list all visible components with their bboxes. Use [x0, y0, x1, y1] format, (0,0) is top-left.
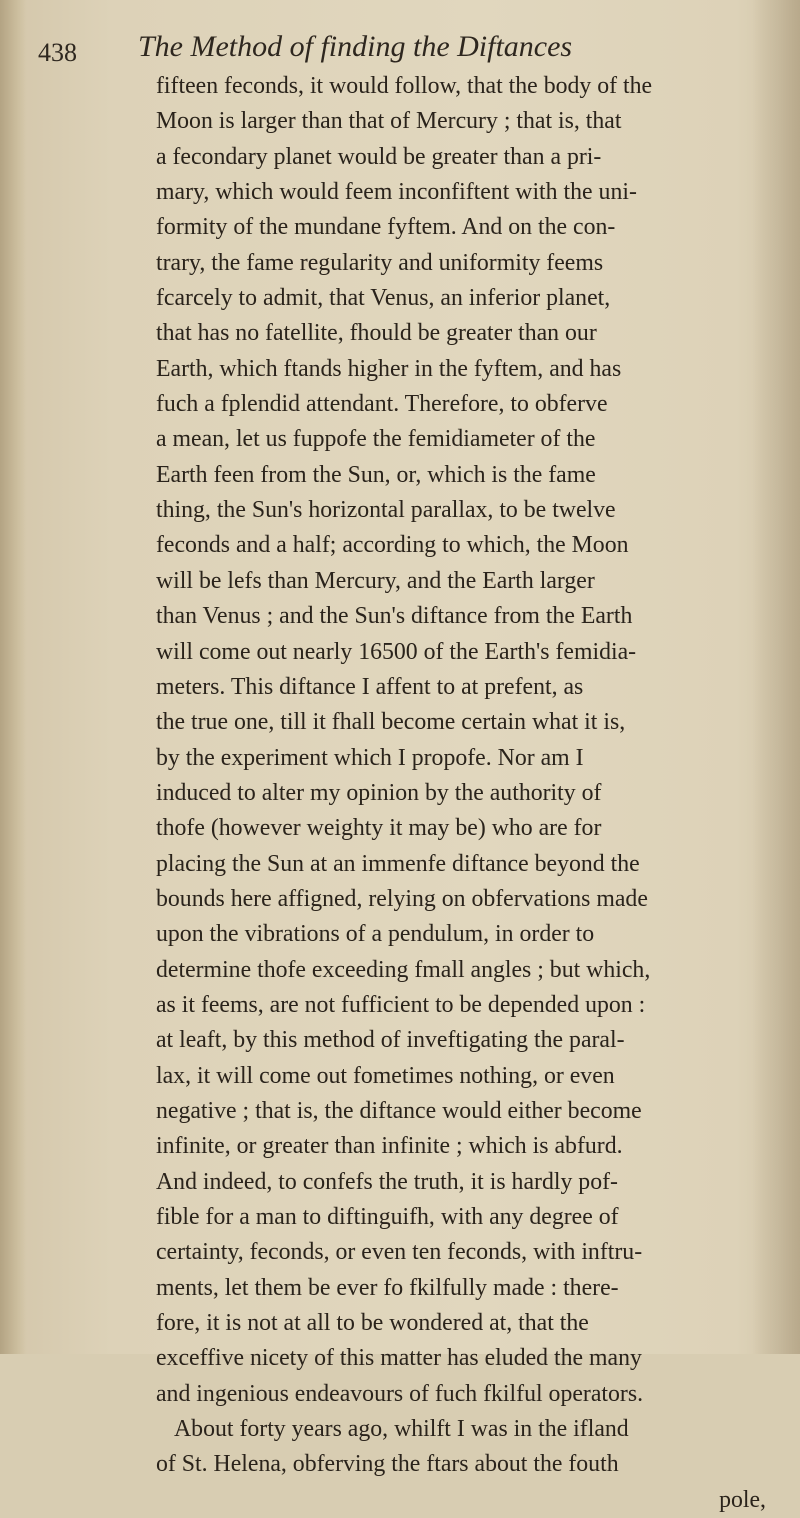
text-line: fuch a fplendid attendant. Therefore, to obferve	[156, 391, 608, 418]
text-line: at leaft, by this method of inveftigating the paral-	[156, 1027, 625, 1054]
text-line: formity of the mundane fyftem. And on the con-	[156, 214, 616, 241]
text-line: meters. This diftance I affent to at prefent, as	[156, 673, 584, 700]
text-line: bounds here affigned, relying on obfervations made	[156, 885, 648, 912]
text-line: thing, the Sun's horizontal parallax, to be twelve	[156, 497, 616, 524]
text-line: determine thofe exceeding fmall angles ; but which,	[156, 956, 651, 983]
text-line: trary, the fame regularity and uniformity feems	[156, 249, 604, 276]
text-line: fcarcely to admit, that Venus, an inferior planet,	[156, 285, 611, 312]
text-line: as it feems, are not fufficient to be depended upon :	[156, 991, 646, 1018]
text-line: ments, let them be ever fo fkilfully made : there-	[156, 1274, 619, 1301]
text-line: exceffive nicety of this matter has eluded the many	[156, 1345, 642, 1372]
page-gutter-shadow	[0, 0, 26, 1354]
text-line: by the experiment which I propofe. Nor am I	[156, 744, 584, 771]
text-line: induced to alter my opinion by the authority of	[156, 779, 602, 806]
body-text	[156, 69, 786, 1518]
text-line: About forty years ago, whilft I was in the ifland	[174, 1416, 629, 1443]
page-number: 438	[38, 38, 77, 67]
text-line: negative ; that is, the diftance would either become	[156, 1097, 642, 1124]
catchword: pole,	[719, 1486, 766, 1513]
text-line: lax, it will come out fometimes nothing, or even	[156, 1062, 615, 1089]
text-line: placing the Sun at an immenfe diftance beyond the	[156, 850, 640, 877]
text-line: upon the vibrations of a pendulum, in order to	[156, 921, 595, 948]
text-line: fible for a man to diftinguifh, with any degree of	[156, 1204, 619, 1230]
text-line: of St. Helena, obferving the ftars about the fouth	[156, 1451, 619, 1478]
text-line: will come out nearly 16500 of the Earth's femidia-	[156, 638, 637, 665]
text-line: Moon is larger than that of Mercury ; that is, that	[156, 108, 622, 135]
running-head: The Method of finding the Diftances	[138, 30, 573, 63]
text-line: a mean, let us fuppofe the femidiameter of the	[156, 426, 596, 453]
text-line: feconds and a half; according to which, the Moon	[156, 532, 629, 559]
text-line: certainty, feconds, or even ten feconds, with inftru-	[156, 1239, 643, 1266]
text-line: fifteen feconds, it would follow, that the body of the	[156, 73, 653, 99]
text-line: than Venus ; and the Sun's diftance from the Earth	[156, 603, 633, 630]
text-line: the true one, till it fhall become certain what it is,	[156, 709, 626, 736]
text-line: a fecondary planet would be greater than a pri-	[156, 143, 602, 170]
text-line: that has no fatellite, fhould be greater than our	[156, 320, 597, 347]
text-line: infinite, or greater than infinite ; which is abfurd.	[156, 1133, 623, 1160]
text-line: will be lefs than Mercury, and the Earth larger	[156, 567, 595, 594]
text-line: thofe (however weighty it may be) who are for	[156, 815, 602, 842]
text-line: fore, it is not at all to be wondered at, that the	[156, 1310, 589, 1337]
text-line: Earth feen from the Sun, or, which is the fame	[156, 461, 596, 488]
text-line: mary, which would feem inconfiftent with the uni-	[156, 179, 637, 206]
text-line: and ingenious endeavours of fuch fkilful operators.	[156, 1380, 644, 1407]
text-line: And indeed, to confefs the truth, it is hardly pof-	[156, 1168, 618, 1195]
text-line: Earth, which ftands higher in the fyftem, and has	[156, 355, 622, 382]
